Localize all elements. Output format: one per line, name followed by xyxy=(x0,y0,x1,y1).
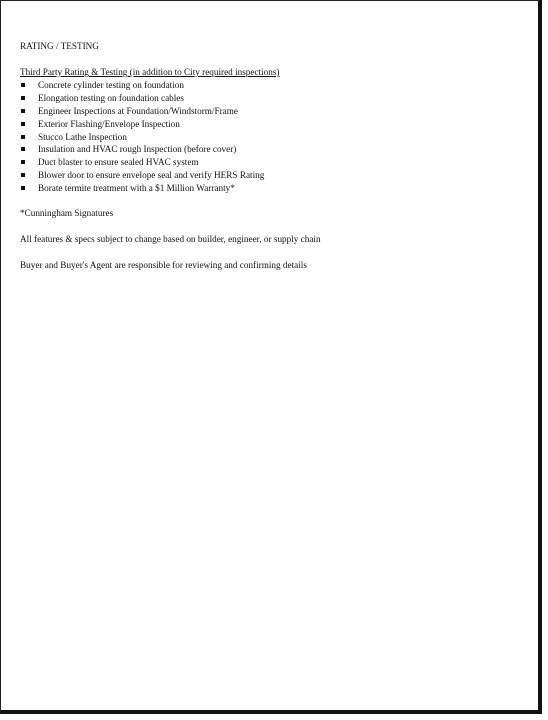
list-item-text: Stucco Lathe Inspection xyxy=(38,131,127,142)
list-item xyxy=(20,118,520,131)
bullet-icon xyxy=(21,160,25,164)
bullet-icon xyxy=(21,122,25,126)
list-item xyxy=(20,143,520,156)
list-item-text: Elongation testing on foundation cables xyxy=(38,92,184,103)
disclaimer: All features & specs subject to change based on builder, engineer, or supply chain xyxy=(20,233,321,244)
list-item-text: Concrete cylinder testing on foundation xyxy=(38,80,184,90)
responsibility-note: Buyer and Buyer's Agent are responsible for reviewing and confirming details xyxy=(20,259,307,270)
footnote: *Cunningham Signatures xyxy=(20,208,114,219)
list-item xyxy=(20,156,520,169)
list-item-text: Borate termite treatment with a $1 Million Warranty* xyxy=(38,183,235,194)
document-body xyxy=(20,40,520,272)
list-item xyxy=(20,169,520,182)
list-item xyxy=(20,182,520,195)
subheading: Third Party Rating & Testing (in addition to City required inspections) xyxy=(20,67,280,77)
list-item xyxy=(20,79,520,92)
section-title: RATING / TESTING xyxy=(20,41,99,51)
feature-list xyxy=(20,79,520,195)
list-item xyxy=(20,131,520,144)
bullet-icon xyxy=(21,83,25,87)
bullet-icon xyxy=(21,135,25,139)
list-item xyxy=(20,92,520,105)
bullet-icon xyxy=(21,186,25,190)
list-item-text: Exterior Flashing/Envelope Inspection xyxy=(38,118,180,129)
list-item-text: Blower door to ensure envelope seal and verify HERS Rating xyxy=(38,170,265,181)
bullet-icon xyxy=(21,109,25,113)
list-item-text: Insulation and HVAC rough Inspection (before cover) xyxy=(38,144,237,155)
list-item-text: Engineer Inspections at Foundation/Windstorm/Frame xyxy=(38,105,238,116)
bullet-icon xyxy=(21,96,25,100)
bullet-icon xyxy=(21,147,25,151)
bullet-icon xyxy=(21,173,25,177)
list-item-text: Duct blaster to ensure sealed HVAC system xyxy=(38,157,199,168)
list-item xyxy=(20,105,520,118)
